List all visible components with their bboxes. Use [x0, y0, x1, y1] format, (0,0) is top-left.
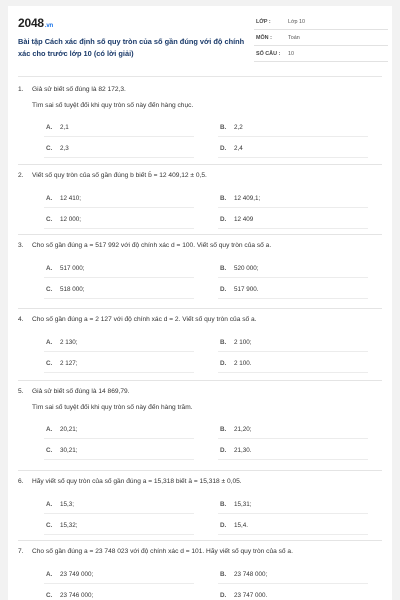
option-text: 2 100. [234, 360, 252, 367]
option-letter: A. [46, 571, 53, 578]
option-letter: A. [46, 265, 53, 272]
option-text: 2,3 [60, 145, 69, 152]
option-underline [44, 157, 194, 158]
answer-option-b[interactable] [220, 426, 370, 436]
answer-option-a[interactable] [46, 571, 196, 581]
option-letter: D. [220, 360, 227, 367]
option-letter: D. [220, 522, 227, 529]
option-text: 21,30. [234, 447, 252, 454]
option-letter: C. [46, 145, 53, 152]
question-text: Cho số gần đúng a = 517 992 với độ chính xác d = 100. Viết số quy tròn của số a. [32, 242, 272, 249]
option-text: 30,21; [60, 447, 78, 454]
option-underline [44, 228, 194, 229]
answer-option-d[interactable] [220, 522, 370, 532]
option-text: 2 100; [234, 339, 252, 346]
option-letter: D. [220, 216, 227, 223]
question-separator [18, 164, 382, 165]
option-text: 15,31; [234, 501, 252, 508]
meta-key: SỐ CÂU : [256, 51, 281, 57]
question-text: Giả sử biết số đúng là 14 869,79. [32, 388, 130, 395]
option-letter: B. [220, 571, 227, 578]
option-underline [44, 534, 194, 535]
question-number: 7. [18, 548, 24, 555]
question-number: 1. [18, 86, 24, 93]
answer-option-d[interactable] [220, 145, 370, 155]
site-logo[interactable]: 2048.vn [18, 16, 53, 30]
question-text: Viết số quy tròn của số gần đúng b biết b̄ = 12 409,12 ± 0,5. [32, 172, 207, 179]
meta-key: LỚP : [256, 19, 271, 25]
question-text: Hãy viết số quy tròn của số gần đúng a = 15,318 biết ā = 15,318 ± 0,05. [32, 478, 242, 485]
option-underline [218, 372, 368, 373]
option-letter: A. [46, 426, 53, 433]
question-separator [18, 380, 382, 381]
question-separator [18, 470, 382, 471]
answer-option-d[interactable] [220, 360, 370, 370]
option-letter: B. [220, 195, 227, 202]
answer-option-d[interactable] [220, 592, 370, 600]
answer-option-d[interactable] [220, 216, 370, 226]
answer-option-c[interactable] [46, 522, 196, 532]
option-text: 15,3; [60, 501, 75, 508]
option-underline [44, 136, 194, 137]
option-text: 2,2 [234, 124, 243, 131]
option-underline [218, 136, 368, 137]
question-subtext: Tìm sai số tuyệt đối khi quy tròn số này đến hàng chục. [32, 102, 194, 109]
answer-option-c[interactable] [46, 286, 196, 296]
option-underline [44, 351, 194, 352]
option-underline [218, 351, 368, 352]
document-title: Bài tập Cách xác định số quy tròn của số gần đúng với độ chính xác cho trước lớp 10 (có lời giải) [18, 37, 245, 58]
header-divider [18, 76, 382, 77]
option-underline [44, 207, 194, 208]
option-letter: C. [46, 447, 53, 454]
option-letter: A. [46, 124, 53, 131]
option-underline [218, 207, 368, 208]
option-letter: C. [46, 522, 53, 529]
option-text: 12 410; [60, 195, 82, 202]
question-text: Giả sử biết số đúng là 82 172,3. [32, 86, 126, 93]
answer-option-a[interactable] [46, 265, 196, 275]
question-separator [18, 234, 382, 235]
option-underline [44, 372, 194, 373]
meta-value: 10 [288, 51, 294, 57]
option-underline [44, 438, 194, 439]
option-letter: B. [220, 501, 227, 508]
meta-key: MÔN : [256, 35, 272, 41]
option-letter: B. [220, 265, 227, 272]
option-underline [218, 459, 368, 460]
option-letter: A. [46, 501, 53, 508]
meta-row-subject [254, 32, 388, 46]
option-text: 12 000; [60, 216, 82, 223]
option-underline [218, 583, 368, 584]
option-letter: D. [220, 592, 227, 599]
answer-option-d[interactable] [220, 447, 370, 457]
option-letter: B. [220, 339, 227, 346]
option-text: 23 749 000; [60, 571, 94, 578]
option-letter: D. [220, 286, 227, 293]
answer-option-c[interactable] [46, 216, 196, 226]
option-letter: D. [220, 447, 227, 454]
question-text: Cho số gần đúng a = 2 127 với độ chính xác d = 2. Viết số quy tròn của số a. [32, 316, 257, 323]
answer-option-c[interactable] [46, 592, 196, 600]
option-letter: B. [220, 124, 227, 131]
option-underline [44, 298, 194, 299]
option-underline [218, 228, 368, 229]
option-text: 2,1 [60, 124, 69, 131]
question-number: 2. [18, 172, 24, 179]
option-underline [44, 277, 194, 278]
option-letter: B. [220, 426, 227, 433]
option-text: 23 746 000; [60, 592, 94, 599]
option-text: 21,20; [234, 426, 252, 433]
option-underline [218, 298, 368, 299]
option-text: 520 000; [234, 265, 259, 272]
option-underline [218, 513, 368, 514]
option-letter: A. [46, 195, 53, 202]
option-text: 517 000; [60, 265, 85, 272]
answer-option-b[interactable] [220, 501, 370, 511]
option-text: 15,32; [60, 522, 78, 529]
answer-option-b[interactable] [220, 195, 370, 205]
option-underline [44, 459, 194, 460]
option-text: 12 409 [234, 216, 254, 223]
answer-option-a[interactable] [46, 195, 196, 205]
answer-option-b[interactable] [220, 339, 370, 349]
option-text: 20,21; [60, 426, 78, 433]
option-underline [218, 438, 368, 439]
answer-option-d[interactable] [220, 286, 370, 296]
option-letter: C. [46, 592, 53, 599]
question-separator [18, 540, 382, 541]
answer-option-b[interactable] [220, 265, 370, 275]
document-page [8, 6, 392, 600]
question-subtext: Tìm sai số tuyệt đối khi quy tròn số này đến hàng trăm. [32, 404, 193, 411]
option-text: 518 000; [60, 286, 85, 293]
answer-option-c[interactable] [46, 447, 196, 457]
option-text: 2 130; [60, 339, 78, 346]
option-text: 23 748 000; [234, 571, 268, 578]
option-letter: A. [46, 339, 53, 346]
option-underline [218, 277, 368, 278]
answer-option-a[interactable] [46, 426, 196, 436]
question-number: 5. [18, 388, 24, 395]
meta-row-question-count [254, 48, 388, 62]
option-text: 2,4 [234, 145, 243, 152]
option-text: 23 747 000. [234, 592, 268, 599]
option-letter: C. [46, 286, 53, 293]
document-header [8, 6, 392, 70]
option-text: 15,4. [234, 522, 249, 529]
option-underline [44, 583, 194, 584]
question-separator [18, 308, 382, 309]
option-text: 517 900. [234, 286, 259, 293]
meta-value: Lớp 10 [288, 19, 306, 25]
question-number: 3. [18, 242, 24, 249]
meta-row-grade [254, 16, 388, 30]
option-text: 2 127; [60, 360, 78, 367]
meta-value: Toán [288, 35, 300, 41]
option-underline [44, 513, 194, 514]
option-letter: D. [220, 145, 227, 152]
option-letter: C. [46, 216, 53, 223]
answer-option-b[interactable] [220, 571, 370, 581]
answer-option-b[interactable] [220, 124, 370, 134]
option-letter: C. [46, 360, 53, 367]
question-text: Cho số gần đúng a = 23 748 023 với độ chính xác d = 101. Hãy viết số quy tròn của số a. [32, 548, 293, 555]
answer-option-c[interactable] [46, 360, 196, 370]
question-number: 4. [18, 316, 24, 323]
option-underline [218, 534, 368, 535]
answer-option-a[interactable] [46, 501, 196, 511]
answer-option-c[interactable] [46, 145, 196, 155]
question-number: 6. [18, 478, 24, 485]
option-underline [218, 157, 368, 158]
answer-option-a[interactable] [46, 124, 196, 134]
option-text: 12 409,1; [234, 195, 261, 202]
answer-option-a[interactable] [46, 339, 196, 349]
